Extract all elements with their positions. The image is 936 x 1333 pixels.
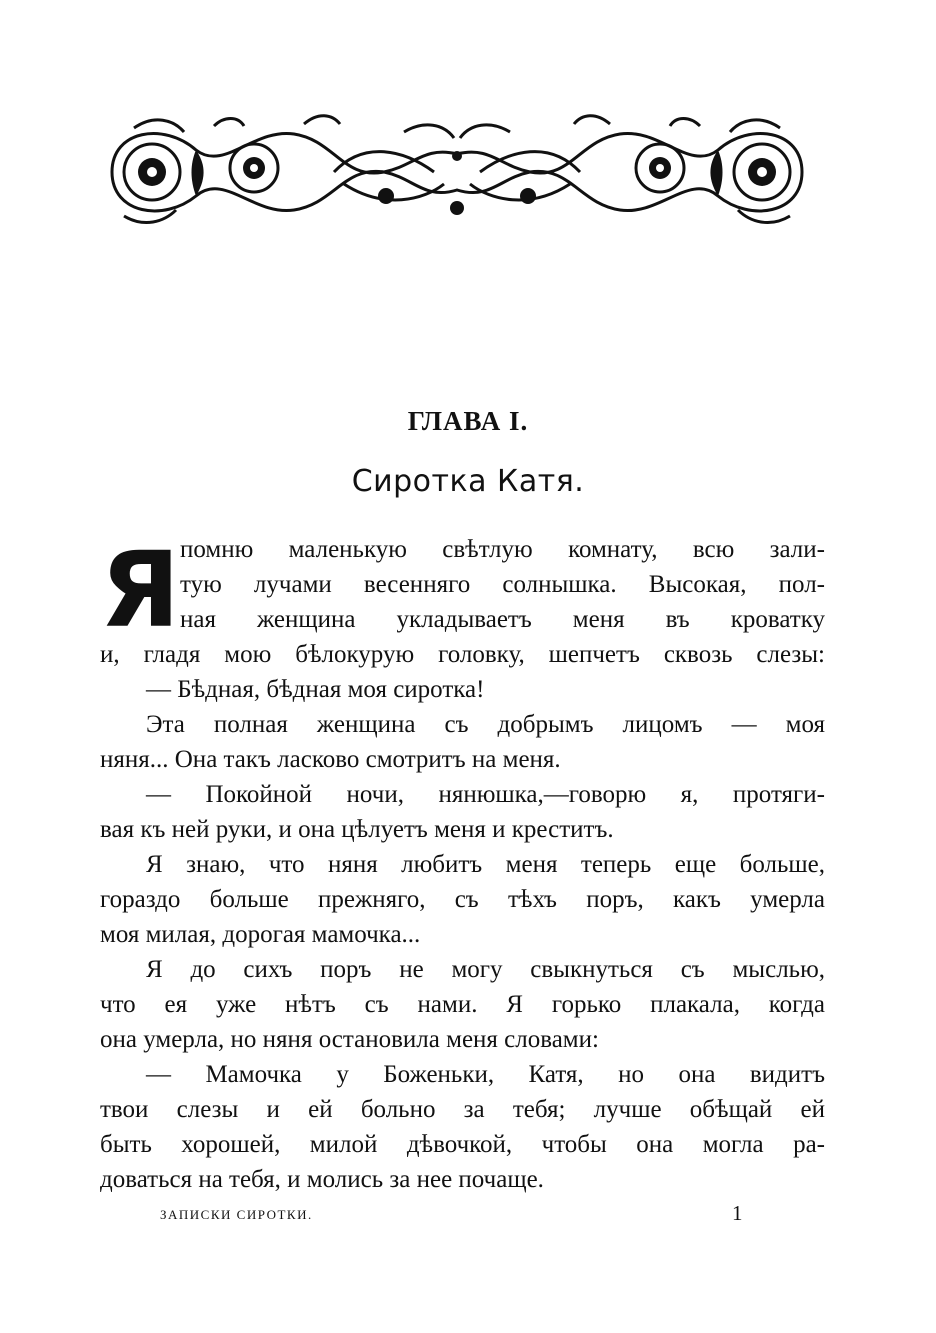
drop-cap: Я xyxy=(100,529,181,651)
text-line: моя милая, дорогая мамочка... xyxy=(100,921,421,948)
text-line: доваться на тебя, и молись за нее почаще. xyxy=(100,1166,544,1193)
chapter-title: Сиротка Катя. xyxy=(351,464,585,499)
chapter-heading: ГЛАВА I. xyxy=(407,406,529,436)
text-line: — Покойной ночи, нянюшка,—говорю я, протяги- xyxy=(146,781,825,808)
text-line: вая къ ней руки, и она цѣлуетъ меня и креститъ. xyxy=(100,816,614,843)
text-line: — Бѣдная, бѣдная моя сиротка! xyxy=(146,676,485,703)
text-line: твои слезы и ей больно за тебя; лучше обѣщай ей xyxy=(100,1096,825,1123)
text-line: что ея уже нѣтъ съ нами. Я горько плакала, когда xyxy=(100,991,825,1018)
text-line: — Мамочка у Боженьки, Катя, но она видитъ xyxy=(146,1061,825,1088)
floral-header-ornament xyxy=(104,110,810,230)
page-number: 1 xyxy=(732,1201,743,1225)
text-line: и, гладя мою бѣлокурую головку, шепчетъ сквозь слезы: xyxy=(100,641,825,668)
text-line: ная женщина укладываетъ меня въ кроватку xyxy=(180,606,825,633)
text-line: помню маленькую свѣтлую комнату, всю зали- xyxy=(180,536,825,563)
text-line: она умерла, но няня остановила меня словами: xyxy=(100,1026,599,1053)
text-line: Я знаю, что няня любитъ меня теперь еще больше, xyxy=(146,851,825,878)
text-line: быть хорошей, милой дѣвочкой, чтобы она могла ра- xyxy=(100,1131,825,1158)
text-line: Эта полная женщина съ добрымъ лицомъ — моя xyxy=(146,711,825,738)
text-line: гораздо больше прежняго, съ тѣхъ поръ, какъ умерла xyxy=(100,886,825,913)
text-line: Я до сихъ поръ не могу свыкнуться съ мыслью, xyxy=(146,956,825,983)
text-line: тую лучами весенняго солнышка. Высокая, пол- xyxy=(180,571,825,598)
chapter-text xyxy=(100,529,825,1197)
running-footer-title: ЗАПИСКИ СИРОТКИ. xyxy=(160,1207,313,1222)
text-line: няня... Она такъ ласково смотритъ на меня. xyxy=(100,746,561,773)
